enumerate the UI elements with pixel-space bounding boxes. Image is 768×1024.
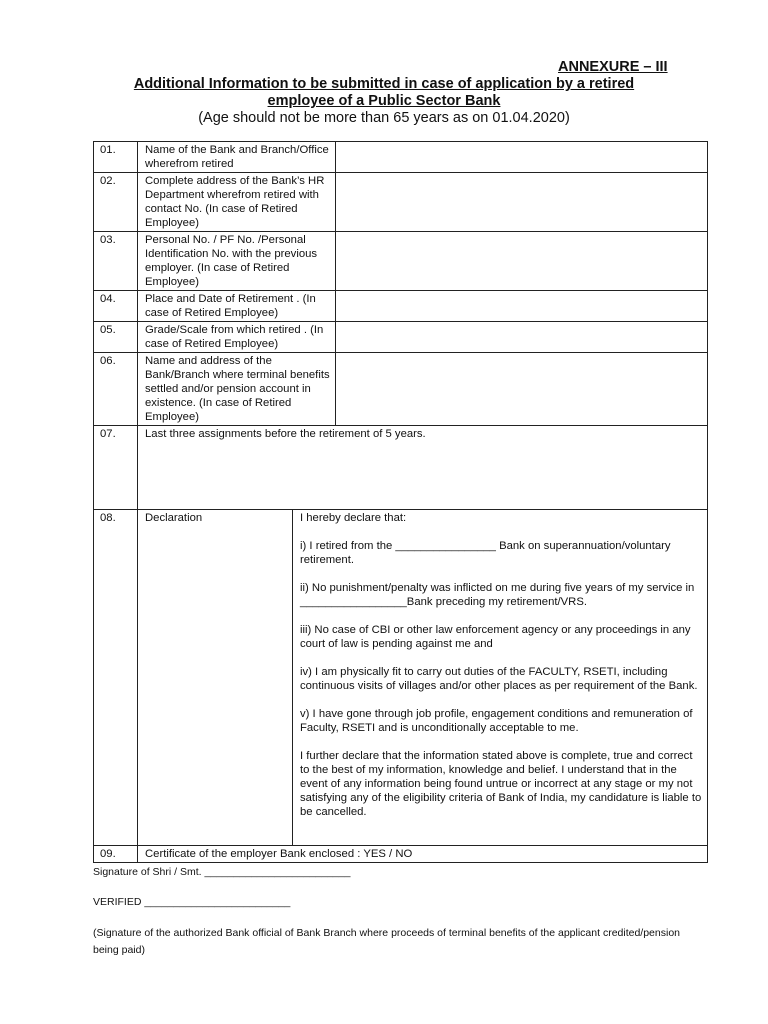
row-number: 02. — [94, 173, 138, 232]
declaration-item: v) I have gone through job profile, engagement conditions and remuneration of Faculty, RSETI and is unconditionally acceptable to me. — [300, 708, 693, 734]
declaration-closing: I further declare that the information stated above is complete, true and correct to the best of my information, knowledge and belief. I understand that in the event of any information being found untrue or incorrect at any stage or my not satisfying any of the eligibility criteria of Bank of India, my candidature is liable to be cancelled. — [300, 750, 702, 818]
row-label: Personal No. / PF No. /Personal Identification No. with the previous employer. (In case of Retired Employee) — [138, 232, 336, 291]
row-label: Complete address of the Bank’s HR Department wherefrom retired with contact No. (In case of Retired Employee) — [138, 173, 336, 232]
title-line-2: employee of a Public Sector Bank — [267, 93, 501, 109]
row-number: 06. — [94, 353, 138, 426]
retirement-place-date-field[interactable] — [336, 291, 708, 322]
row-label: Certificate of the employer Bank enclosed : YES / NO — [138, 846, 708, 863]
verified-line: VERIFIED _________________________ — [93, 896, 291, 908]
row-label: Name of the Bank and Branch/Office wherefrom retired — [138, 142, 336, 173]
age-condition: (Age should not be more than 65 years as on 01.04.2020) — [198, 110, 570, 126]
authorized-official-note: (Signature of the authorized Bank official of Bank Branch where proceeds of terminal benefits of the applicant credited/pension being paid) — [93, 927, 680, 956]
row-number: 04. — [94, 291, 138, 322]
title-line-1: Additional Information to be submitted in case of application by a retired — [133, 76, 635, 92]
table-row — [94, 291, 708, 322]
table-row — [94, 173, 708, 232]
grade-scale-field[interactable] — [336, 322, 708, 353]
table-row — [94, 322, 708, 353]
terminal-benefits-branch-field[interactable] — [336, 353, 708, 426]
row-label: Place and Date of Retirement . (In case of Retired Employee) — [138, 291, 336, 322]
row-label: Declaration — [138, 510, 293, 846]
annexure-label: ANNEXURE – III — [558, 59, 668, 75]
table-row — [94, 232, 708, 291]
last-assignments-field[interactable] — [138, 426, 708, 510]
declaration-item: iv) I am physically fit to carry out duties of the FACULTY, RSETI, including continuous visits of villages and/or other places as per requirement of the Bank. — [300, 666, 698, 692]
declaration-text — [293, 510, 708, 846]
table-row — [94, 846, 708, 863]
row-number: 03. — [94, 232, 138, 291]
row-label: Grade/Scale from which retired . (In case of Retired Employee) — [138, 322, 336, 353]
personal-number-field[interactable] — [336, 232, 708, 291]
row-number: 01. — [94, 142, 138, 173]
application-form-table — [93, 141, 708, 863]
declaration-item: ii) No punishment/penalty was inflicted on me during five years of my service in _________________Bank preceding my retirement/VRS. — [300, 582, 695, 608]
declaration-item: i) I retired from the ________________ Bank on superannuation/voluntary retirement. — [300, 540, 671, 566]
row-number: 09. — [94, 846, 138, 863]
bank-branch-field[interactable] — [336, 142, 708, 173]
table-row — [94, 142, 708, 173]
declaration-intro: I hereby declare that: — [300, 512, 407, 524]
table-row — [94, 353, 708, 426]
document-title — [92, 76, 676, 110]
table-row — [94, 510, 708, 846]
declaration-item: iii) No case of CBI or other law enforcement agency or any proceedings in any court of law is pending against me and — [300, 624, 691, 650]
hr-address-field[interactable] — [336, 173, 708, 232]
row-number: 07. — [94, 426, 138, 510]
row-label: Name and address of the Bank/Branch where terminal benefits settled and/or pension account in existence. (In case of Retired Employee) — [138, 353, 336, 426]
row-number: 05. — [94, 322, 138, 353]
row-number: 08. — [94, 510, 138, 846]
signature-line: Signature of Shri / Smt. _________________________ — [93, 866, 351, 878]
table-row — [94, 426, 708, 510]
row-label: Last three assignments before the retirement of 5 years. — [145, 428, 426, 440]
